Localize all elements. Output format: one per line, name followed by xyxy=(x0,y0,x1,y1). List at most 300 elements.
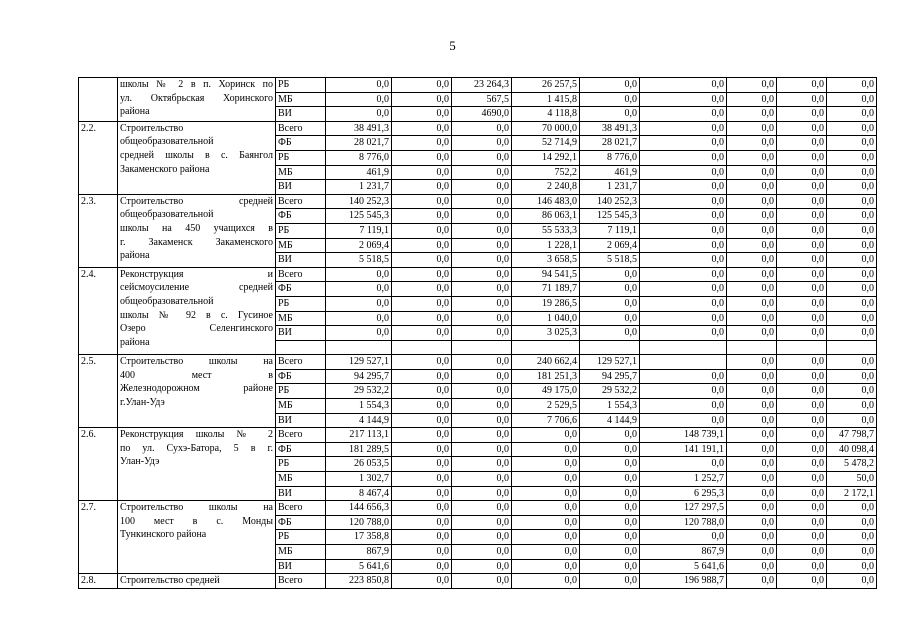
value-cell: 71 189,7 xyxy=(512,282,580,297)
value-cell: 2 529,5 xyxy=(512,399,580,414)
value-cell: 0,0 xyxy=(640,282,727,297)
funding-source: РБ xyxy=(276,150,326,165)
value-cell: 0,0 xyxy=(640,150,727,165)
value-cell: 0,0 xyxy=(580,486,640,501)
value-cell: 0,0 xyxy=(452,545,512,560)
value-cell: 1 554,3 xyxy=(326,399,392,414)
value-cell: 0,0 xyxy=(392,530,452,545)
value-cell: 0,0 xyxy=(580,311,640,326)
funding-source: ФБ xyxy=(276,282,326,297)
value-cell: 0,0 xyxy=(777,530,827,545)
value-cell: 0,0 xyxy=(512,545,580,560)
value-cell: 0,0 xyxy=(580,545,640,560)
value-cell: 0,0 xyxy=(727,253,777,268)
value-cell: 0,0 xyxy=(392,267,452,282)
value-cell: 47 798,7 xyxy=(827,428,877,443)
value-cell: 0,0 xyxy=(640,326,727,341)
value-cell: 0,0 xyxy=(452,472,512,487)
value-cell: 0,0 xyxy=(827,121,877,136)
value-cell: 0,0 xyxy=(392,545,452,560)
value-cell: 0,0 xyxy=(452,486,512,501)
item-name xyxy=(118,501,276,574)
value-cell: 0,0 xyxy=(392,442,452,457)
value-cell: 29 532,2 xyxy=(326,384,392,399)
empty-cell xyxy=(580,340,640,355)
value-cell: 0,0 xyxy=(827,238,877,253)
value-cell: 26 257,5 xyxy=(512,78,580,93)
value-cell: 17 358,8 xyxy=(326,530,392,545)
value-cell: 0,0 xyxy=(326,282,392,297)
value-cell: 52 714,9 xyxy=(512,136,580,151)
value-cell: 7 706,6 xyxy=(512,413,580,428)
value-cell: 0,0 xyxy=(827,530,877,545)
value-cell: 4690,0 xyxy=(452,107,512,122)
funding-source: Всего xyxy=(276,194,326,209)
value-cell: 0,0 xyxy=(777,121,827,136)
value-cell: 0,0 xyxy=(580,282,640,297)
value-cell: 0,0 xyxy=(777,326,827,341)
value-cell: 0,0 xyxy=(777,223,827,238)
value-cell: 0,0 xyxy=(452,282,512,297)
item-name-line: средней школы в с. Баянгол xyxy=(120,149,273,161)
value-cell: 4 144,9 xyxy=(580,413,640,428)
value-cell: 0,0 xyxy=(580,457,640,472)
value-cell: 0,0 xyxy=(326,296,392,311)
value-cell: 0,0 xyxy=(727,296,777,311)
value-cell: 0,0 xyxy=(727,223,777,238)
value-cell: 0,0 xyxy=(452,311,512,326)
value-cell: 0,0 xyxy=(452,355,512,370)
value-cell: 26 053,5 xyxy=(326,457,392,472)
value-cell: 0,0 xyxy=(512,472,580,487)
empty-cell xyxy=(827,340,877,355)
item-number: 2.5. xyxy=(79,355,118,428)
empty-cell xyxy=(727,340,777,355)
value-cell: 0,0 xyxy=(640,399,727,414)
value-cell: 0,0 xyxy=(392,107,452,122)
value-cell: 0,0 xyxy=(727,384,777,399)
value-cell: 6 295,3 xyxy=(640,486,727,501)
funding-source: ФБ xyxy=(276,209,326,224)
value-cell: 0,0 xyxy=(640,165,727,180)
value-cell: 0,0 xyxy=(512,530,580,545)
value-cell: 120 788,0 xyxy=(640,515,727,530)
value-cell: 0,0 xyxy=(777,574,827,589)
value-cell: 70 000,0 xyxy=(512,121,580,136)
value-cell: 0,0 xyxy=(452,559,512,574)
value-cell: 0,0 xyxy=(777,428,827,443)
value-cell: 0,0 xyxy=(640,253,727,268)
value-cell: 0,0 xyxy=(827,150,877,165)
value-cell: 0,0 xyxy=(640,296,727,311)
value-cell: 0,0 xyxy=(827,209,877,224)
value-cell: 38 491,3 xyxy=(326,121,392,136)
value-cell: 49 175,0 xyxy=(512,384,580,399)
value-cell: 8 776,0 xyxy=(580,150,640,165)
value-cell: 0,0 xyxy=(326,92,392,107)
value-cell: 0,0 xyxy=(580,267,640,282)
value-cell: 0,0 xyxy=(727,92,777,107)
item-number: 2.7. xyxy=(79,501,118,574)
value-cell: 0,0 xyxy=(727,107,777,122)
value-cell: 0,0 xyxy=(827,253,877,268)
value-cell: 0,0 xyxy=(827,282,877,297)
funding-source: ВИ xyxy=(276,253,326,268)
value-cell: 0,0 xyxy=(727,369,777,384)
value-cell: 1 040,0 xyxy=(512,311,580,326)
value-cell: 0,0 xyxy=(452,180,512,195)
value-cell: 0,0 xyxy=(512,486,580,501)
value-cell: 0,0 xyxy=(827,311,877,326)
value-cell: 0,0 xyxy=(580,326,640,341)
value-cell: 0,0 xyxy=(777,78,827,93)
value-cell: 0,0 xyxy=(392,311,452,326)
value-cell: 0,0 xyxy=(512,559,580,574)
value-cell: 0,0 xyxy=(827,136,877,151)
value-cell: 55 533,3 xyxy=(512,223,580,238)
item-name-line: школы № 92 в с. Гусиное xyxy=(120,309,273,321)
value-cell: 0,0 xyxy=(827,501,877,516)
value-cell: 0,0 xyxy=(452,442,512,457)
value-cell: 0,0 xyxy=(640,209,727,224)
table-row xyxy=(79,121,877,136)
value-cell: 0,0 xyxy=(827,369,877,384)
value-cell: 0,0 xyxy=(827,267,877,282)
value-cell: 0,0 xyxy=(392,413,452,428)
funding-source: МБ xyxy=(276,165,326,180)
value-cell: 5 518,5 xyxy=(580,253,640,268)
value-cell: 0,0 xyxy=(640,369,727,384)
value-cell: 2 069,4 xyxy=(580,238,640,253)
value-cell: 0,0 xyxy=(777,413,827,428)
value-cell: 181 289,5 xyxy=(326,442,392,457)
item-name-line: района xyxy=(120,336,150,348)
value-cell: 0,0 xyxy=(777,559,827,574)
table-row xyxy=(79,574,877,589)
value-cell: 0,0 xyxy=(512,515,580,530)
funding-source: МБ xyxy=(276,545,326,560)
value-cell: 0,0 xyxy=(777,282,827,297)
value-cell: 2 069,4 xyxy=(326,238,392,253)
item-name-line: общеобразовательной xyxy=(120,209,214,221)
value-cell: 0,0 xyxy=(777,384,827,399)
value-cell: 240 662,4 xyxy=(512,355,580,370)
table-row xyxy=(79,194,877,209)
value-cell: 0,0 xyxy=(580,501,640,516)
value-cell: 0,0 xyxy=(727,194,777,209)
item-name-line: Строительство школы на xyxy=(120,356,273,368)
value-cell: 0,0 xyxy=(777,501,827,516)
item-name xyxy=(118,355,276,428)
value-cell: 0,0 xyxy=(452,326,512,341)
funding-source: Всего xyxy=(276,355,326,370)
funding-source: ФБ xyxy=(276,515,326,530)
value-cell: 0,0 xyxy=(392,92,452,107)
budget-table xyxy=(78,77,877,589)
item-name xyxy=(118,121,276,194)
value-cell: 0,0 xyxy=(392,78,452,93)
funding-source: РБ xyxy=(276,530,326,545)
value-cell: 5 641,6 xyxy=(326,559,392,574)
value-cell: 40 098,4 xyxy=(827,442,877,457)
value-cell: 129 527,1 xyxy=(326,355,392,370)
value-cell: 0,0 xyxy=(827,384,877,399)
value-cell: 0,0 xyxy=(392,136,452,151)
value-cell: 0,0 xyxy=(640,121,727,136)
empty-cell xyxy=(392,340,452,355)
value-cell: 3 658,5 xyxy=(512,253,580,268)
value-cell: 0,0 xyxy=(640,311,727,326)
value-cell: 125 545,3 xyxy=(580,209,640,224)
value-cell: 0,0 xyxy=(777,545,827,560)
funding-source: Всего xyxy=(276,501,326,516)
value-cell: 0,0 xyxy=(827,355,877,370)
value-cell: 0,0 xyxy=(640,78,727,93)
value-cell: 0,0 xyxy=(512,428,580,443)
value-cell: 0,0 xyxy=(640,107,727,122)
value-cell: 0,0 xyxy=(640,92,727,107)
value-cell: 14 292,1 xyxy=(512,150,580,165)
value-cell: 0,0 xyxy=(777,92,827,107)
value-cell: 94 295,7 xyxy=(326,369,392,384)
value-cell: 8 776,0 xyxy=(326,150,392,165)
value-cell: 0,0 xyxy=(326,326,392,341)
value-cell: 0,0 xyxy=(452,457,512,472)
value-cell: 0,0 xyxy=(640,223,727,238)
item-name-line: школы № 2 в п. Хоринск по xyxy=(120,79,273,90)
value-cell: 0,0 xyxy=(452,369,512,384)
value-cell: 181 251,3 xyxy=(512,369,580,384)
value-cell: 217 113,1 xyxy=(326,428,392,443)
table-row xyxy=(79,355,877,370)
value-cell: 0,0 xyxy=(512,574,580,589)
value-cell: 0,0 xyxy=(452,384,512,399)
value-cell: 0,0 xyxy=(452,574,512,589)
value-cell: 5 518,5 xyxy=(326,253,392,268)
value-cell: 0,0 xyxy=(640,457,727,472)
value-cell: 1 554,3 xyxy=(580,399,640,414)
funding-source: МБ xyxy=(276,92,326,107)
funding-source: ВИ xyxy=(276,107,326,122)
value-cell: 148 739,1 xyxy=(640,428,727,443)
value-cell: 129 527,1 xyxy=(580,355,640,370)
value-cell: 0,0 xyxy=(452,296,512,311)
value-cell: 0,0 xyxy=(727,472,777,487)
value-cell: 0,0 xyxy=(452,238,512,253)
item-name-line: Строительство средней xyxy=(120,575,220,587)
value-cell: 0,0 xyxy=(580,559,640,574)
item-name-line: Строительство средней xyxy=(120,195,273,207)
value-cell: 125 545,3 xyxy=(326,209,392,224)
value-cell: 94 295,7 xyxy=(580,369,640,384)
value-cell: 0,0 xyxy=(827,413,877,428)
value-cell: 0,0 xyxy=(777,107,827,122)
value-cell: 0,0 xyxy=(827,515,877,530)
value-cell: 1 228,1 xyxy=(512,238,580,253)
value-cell: 0,0 xyxy=(640,180,727,195)
value-cell: 144 656,3 xyxy=(326,501,392,516)
value-cell: 0,0 xyxy=(727,545,777,560)
value-cell: 1 302,7 xyxy=(326,472,392,487)
item-name-line: района xyxy=(120,250,150,262)
value-cell: 0,0 xyxy=(640,194,727,209)
funding-source: РБ xyxy=(276,78,326,93)
value-cell: 7 119,1 xyxy=(326,223,392,238)
value-cell: 0,0 xyxy=(777,355,827,370)
value-cell: 7 119,1 xyxy=(580,223,640,238)
value-cell: 4 118,8 xyxy=(512,107,580,122)
value-cell: 0,0 xyxy=(727,326,777,341)
value-cell: 0,0 xyxy=(452,267,512,282)
value-cell: 0,0 xyxy=(452,530,512,545)
value-cell: 4 144,9 xyxy=(326,413,392,428)
funding-source: Всего xyxy=(276,574,326,589)
value-cell: 0,0 xyxy=(727,457,777,472)
value-cell: 1 415,8 xyxy=(512,92,580,107)
value-cell: 0,0 xyxy=(777,136,827,151)
value-cell: 2 240,8 xyxy=(512,180,580,195)
value-cell: 0,0 xyxy=(392,253,452,268)
value-cell: 0,0 xyxy=(827,296,877,311)
funding-source: ВИ xyxy=(276,326,326,341)
value-cell: 0,0 xyxy=(777,442,827,457)
value-cell: 0,0 xyxy=(827,194,877,209)
item-name-line: по ул. Сухэ-Батора, 5 в г. xyxy=(120,442,273,454)
value-cell: 0,0 xyxy=(827,78,877,93)
value-cell: 0,0 xyxy=(452,501,512,516)
item-name xyxy=(118,78,276,122)
value-cell: 0,0 xyxy=(727,399,777,414)
value-cell: 0,0 xyxy=(777,311,827,326)
value-cell: 0,0 xyxy=(452,428,512,443)
value-cell: 0,0 xyxy=(777,399,827,414)
value-cell: 0,0 xyxy=(827,223,877,238)
value-cell: 0,0 xyxy=(777,486,827,501)
funding-source: МБ xyxy=(276,399,326,414)
item-name-line: Реконструкция и xyxy=(120,268,273,280)
value-cell: 8 467,4 xyxy=(326,486,392,501)
value-cell: 0,0 xyxy=(727,180,777,195)
value-cell: 0,0 xyxy=(727,78,777,93)
value-cell: 0,0 xyxy=(777,296,827,311)
value-cell: 0,0 xyxy=(777,472,827,487)
value-cell: 0,0 xyxy=(640,267,727,282)
value-cell: 0,0 xyxy=(777,165,827,180)
value-cell: 0,0 xyxy=(452,150,512,165)
value-cell: 0,0 xyxy=(452,399,512,414)
table-row xyxy=(79,267,877,282)
value-cell: 0,0 xyxy=(326,267,392,282)
value-cell: 0,0 xyxy=(392,472,452,487)
item-number: 2.3. xyxy=(79,194,118,267)
value-cell: 0,0 xyxy=(777,209,827,224)
funding-source: Всего xyxy=(276,267,326,282)
value-cell: 0,0 xyxy=(580,574,640,589)
page-number: 5 xyxy=(449,38,456,53)
table-row xyxy=(79,428,877,443)
value-cell: 0,0 xyxy=(392,223,452,238)
value-cell: 0,0 xyxy=(827,545,877,560)
value-cell: 0,0 xyxy=(727,238,777,253)
item-name xyxy=(118,194,276,267)
value-cell: 0,0 xyxy=(640,530,727,545)
value-cell: 0,0 xyxy=(640,384,727,399)
item-name-line: района xyxy=(120,106,150,118)
value-cell: 461,9 xyxy=(326,165,392,180)
value-cell: 86 063,1 xyxy=(512,209,580,224)
value-cell: 0,0 xyxy=(452,194,512,209)
value-cell: 0,0 xyxy=(727,121,777,136)
value-cell: 0,0 xyxy=(580,472,640,487)
funding-source: ВИ xyxy=(276,486,326,501)
value-cell: 0,0 xyxy=(640,136,727,151)
value-cell: 0,0 xyxy=(777,238,827,253)
value-cell: 0,0 xyxy=(580,296,640,311)
value-cell: 0,0 xyxy=(392,355,452,370)
value-cell: 50,0 xyxy=(827,472,877,487)
funding-source: МБ xyxy=(276,472,326,487)
value-cell: 0,0 xyxy=(580,428,640,443)
value-cell: 141 191,1 xyxy=(640,442,727,457)
value-cell: 38 491,3 xyxy=(580,121,640,136)
value-cell: 0,0 xyxy=(727,209,777,224)
value-cell: 0,0 xyxy=(392,501,452,516)
value-cell: 140 252,3 xyxy=(580,194,640,209)
value-cell: 0,0 xyxy=(727,486,777,501)
item-name xyxy=(118,267,276,355)
table-row xyxy=(79,78,877,93)
item-name-line: 100 мест в с. Монды xyxy=(120,515,273,527)
value-cell: 0,0 xyxy=(392,121,452,136)
value-cell: 0,0 xyxy=(727,282,777,297)
value-cell: 0,0 xyxy=(777,457,827,472)
value-cell: 567,5 xyxy=(452,92,512,107)
value-cell: 0,0 xyxy=(326,78,392,93)
item-number: 2.4. xyxy=(79,267,118,355)
item-name-line: Железнодорожном районе xyxy=(120,383,273,395)
value-cell: 0,0 xyxy=(727,442,777,457)
value-cell: 867,9 xyxy=(640,545,727,560)
value-cell: 127 297,5 xyxy=(640,501,727,516)
funding-source: ФБ xyxy=(276,136,326,151)
value-cell: 0,0 xyxy=(326,107,392,122)
item-number xyxy=(79,78,118,122)
value-cell: 0,0 xyxy=(512,457,580,472)
empty-cell xyxy=(512,340,580,355)
value-cell: 752,2 xyxy=(512,165,580,180)
item-name xyxy=(118,428,276,501)
value-cell: 0,0 xyxy=(452,136,512,151)
value-cell: 0,0 xyxy=(392,180,452,195)
value-cell: 0,0 xyxy=(727,267,777,282)
value-cell: 0,0 xyxy=(512,501,580,516)
item-name-line: 400 мест в xyxy=(120,369,273,381)
value-cell: 0,0 xyxy=(580,442,640,457)
value-cell: 0,0 xyxy=(392,369,452,384)
funding-source: МБ xyxy=(276,238,326,253)
empty-cell xyxy=(640,340,727,355)
value-cell: 0,0 xyxy=(452,165,512,180)
value-cell: 223 850,8 xyxy=(326,574,392,589)
item-name-line: ул. Октябрьская Хоринского xyxy=(120,92,273,104)
value-cell: 0,0 xyxy=(777,253,827,268)
item-name-line: общеобразовательной xyxy=(120,295,214,307)
value-cell: 0,0 xyxy=(640,413,727,428)
item-name-line: сейсмоусиление средней xyxy=(120,282,273,294)
value-cell: 120 788,0 xyxy=(326,515,392,530)
value-cell: 0,0 xyxy=(727,150,777,165)
funding-source: ВИ xyxy=(276,180,326,195)
